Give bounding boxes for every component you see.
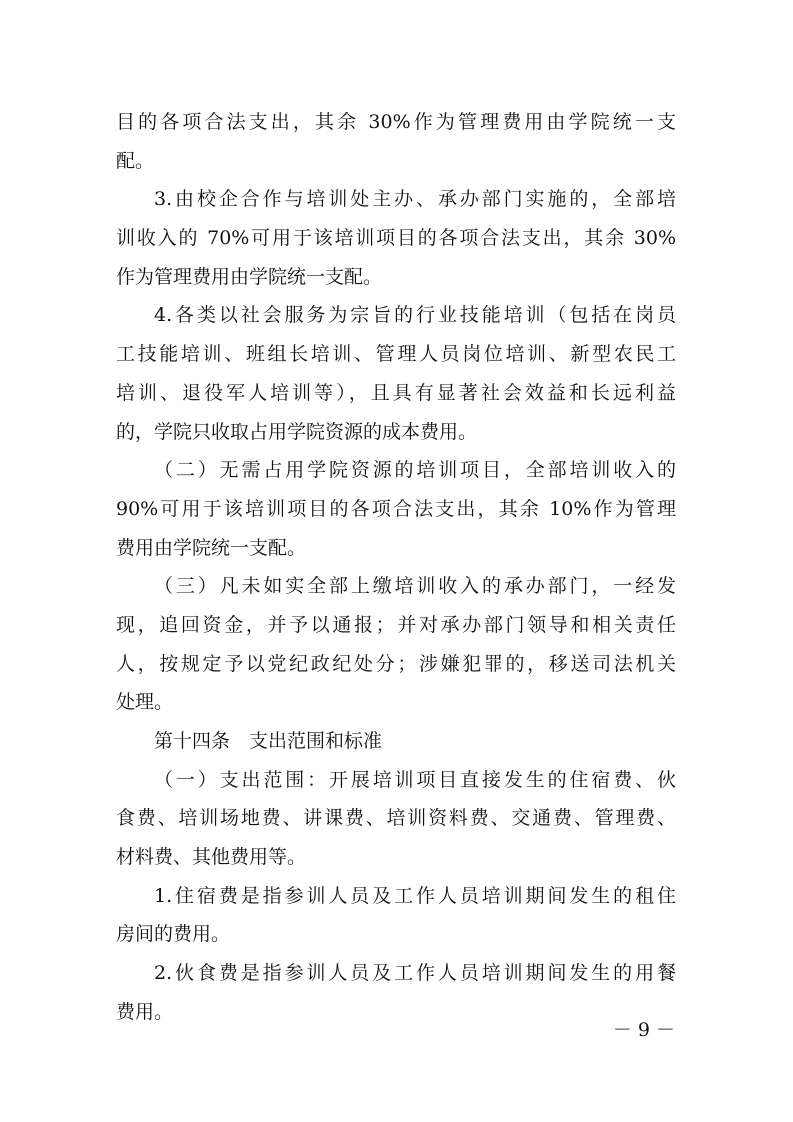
text-line: 人，按规定予以党纪政纪处分；涉嫌犯罪的，移送司法机关 bbox=[116, 652, 676, 675]
text-line: 费用。 bbox=[116, 1000, 174, 1023]
text-line: （二）无需占用学院资源的培训项目，全部培训收入的 bbox=[154, 459, 676, 482]
text-line: 作为管理费用由学院统一支配。 bbox=[116, 265, 383, 288]
text-line: 4.各类以社会服务为宗旨的行业技能培训（包括在岗员 bbox=[154, 304, 676, 327]
text-line: 现，追回资金，并予以通报；并对承办部门领导和相关责任 bbox=[116, 613, 676, 636]
text-line: 培训、退役军人培训等），且具有显著社会效益和长远利益 bbox=[116, 381, 676, 404]
text-line: 材料费、其他费用等。 bbox=[116, 846, 307, 869]
text-line: （一）支出范围：开展培训项目直接发生的住宿费、伙 bbox=[154, 768, 676, 791]
text-line: 3.由校企合作与培训处主办、承办部门实施的，全部培 bbox=[154, 188, 676, 211]
section-heading: 第十四条 支出范围和标准 bbox=[154, 730, 383, 752]
text-line: 90%可用于该培训项目的各项合法支出，其余 10%作为管理 bbox=[116, 497, 676, 520]
text-line: 费用由学院统一支配。 bbox=[116, 536, 307, 559]
text-line: 房间的费用。 bbox=[116, 923, 231, 946]
text-line: 食费、培训场地费、讲课费、培训资料费、交通费、管理费、 bbox=[116, 807, 676, 830]
text-line: 处理。 bbox=[116, 691, 174, 714]
document-body bbox=[116, 103, 676, 1032]
text-line: 配。 bbox=[116, 149, 155, 172]
page-number: － 9 － bbox=[612, 1019, 675, 1041]
text-line: （三）凡未如实全部上缴培训收入的承办部门，一经发 bbox=[154, 575, 676, 598]
text-line: 工技能培训、班组长培训、管理人员岗位培训、新型农民工 bbox=[116, 343, 676, 366]
text-line: 1.住宿费是指参训人员及工作人员培训期间发生的租住 bbox=[154, 884, 676, 907]
text-line: 的，学院只收取占用学院资源的成本费用。 bbox=[116, 420, 478, 443]
text-line: 目的各项合法支出，其余 30%作为管理费用由学院统一支 bbox=[116, 111, 676, 133]
text-line: 2.伙食费是指参训人员及工作人员培训期间发生的用餐 bbox=[154, 962, 676, 985]
text-line: 训收入的 70%可用于该培训项目的各项合法支出，其余 30% bbox=[116, 227, 676, 250]
